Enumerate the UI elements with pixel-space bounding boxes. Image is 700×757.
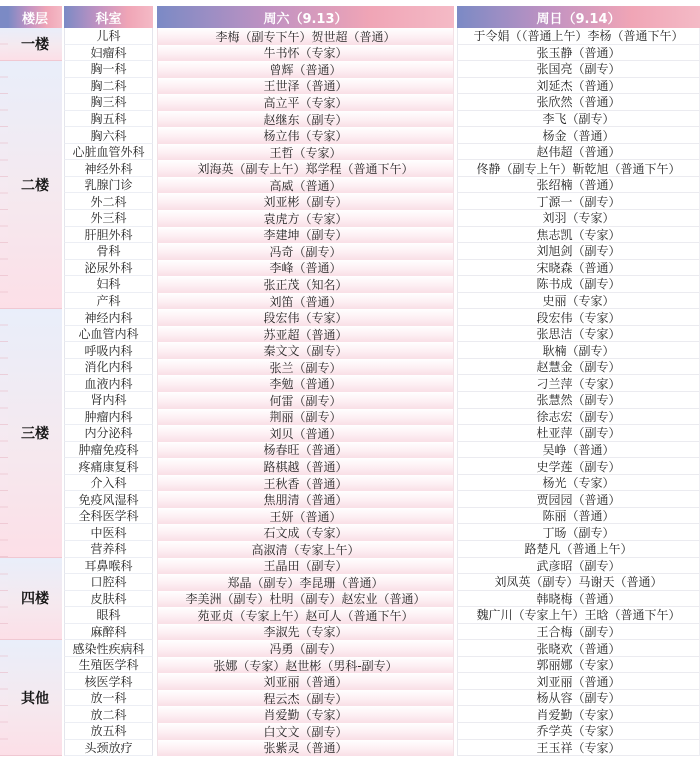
saturday-cell: 牛书怀（专家） [157, 45, 454, 62]
sunday-cell: 吴峥（普通） [457, 442, 700, 459]
sunday-cell: 杨光（专家） [457, 475, 700, 492]
floor-label: 四楼 [8, 558, 62, 641]
sunday-cell: 赵伟超（普通） [457, 144, 700, 161]
dept-cell: 产科 [64, 293, 153, 310]
sunday-cell: 丁源一（副专） [457, 193, 700, 210]
dept-cell: 肾内科 [64, 392, 153, 409]
dept-cell: 外二科 [64, 193, 153, 210]
dept-cell: 内分泌科 [64, 425, 153, 442]
left-strip-segment [0, 28, 8, 61]
sunday-cell: 段宏伟（专家） [457, 309, 700, 326]
dept-cell: 心脏血管外科 [64, 144, 153, 161]
sunday-cell: 耿楠（副专） [457, 342, 700, 359]
left-strip-segment [0, 309, 8, 557]
dept-cell: 眼科 [64, 607, 153, 624]
schedule-table [0, 6, 700, 756]
saturday-cell: 曾辉（普通） [157, 61, 454, 78]
saturday-cell: 李建坤（副专） [157, 227, 454, 244]
dept-cell: 外三科 [64, 210, 153, 227]
dept-cell: 营养科 [64, 541, 153, 558]
saturday-cell: 赵继东（副专） [157, 111, 454, 128]
header-strip [0, 6, 8, 28]
dept-cell: 神经内科 [64, 309, 153, 326]
sunday-cell: 杨从容（副专） [457, 690, 700, 707]
sunday-cell: 佟静（副专上午）靳乾旭（普通下午） [457, 160, 700, 177]
dept-cell: 头颈放疗 [64, 740, 153, 757]
saturday-cell: 刘贝（普通） [157, 425, 454, 442]
sunday-cell: 徐志宏（副专） [457, 409, 700, 426]
dept-cell: 麻醉科 [64, 624, 153, 641]
dept-cell: 介入科 [64, 475, 153, 492]
dept-cell: 胸三科 [64, 94, 153, 111]
saturday-cell: 焦朋清（普通） [157, 491, 454, 508]
sunday-cell: 于令娟（（普通上午）李杨（普通下午） [457, 28, 700, 45]
sunday-cell: 史丽（专家） [457, 293, 700, 310]
floor-label: 一楼 [8, 28, 62, 61]
sunday-cell: 杨金（普通） [457, 127, 700, 144]
saturday-cell: 李勉（普通） [157, 375, 454, 392]
saturday-cell: 王晶田（副专） [157, 558, 454, 575]
sunday-cell: 刘旭剑（副专） [457, 243, 700, 260]
saturday-cell: 段宏伟（专家） [157, 309, 454, 326]
dept-cell: 疼痛康复科 [64, 458, 153, 475]
saturday-cell: 冯奇（副专） [157, 243, 454, 260]
saturday-cell: 荆丽（副专） [157, 409, 454, 426]
dept-cell: 免疫风湿科 [64, 491, 153, 508]
sunday-cell: 刘亚丽（普通） [457, 673, 700, 690]
sunday-cell: 贾园园（普通） [457, 491, 700, 508]
left-strip-segment [0, 61, 8, 309]
sunday-cell: 张欣然（普通） [457, 94, 700, 111]
saturday-cell: 张紫灵（普通） [157, 740, 454, 757]
saturday-cell: 高淑清（专家上午） [157, 541, 454, 558]
saturday-cell: 张兰（副专） [157, 359, 454, 376]
floor-label: 二楼 [8, 61, 62, 309]
saturday-cell: 李淑先（专家） [157, 624, 454, 641]
dept-cell: 放五科 [64, 723, 153, 740]
dept-cell: 肿瘤内科 [64, 409, 153, 426]
header-sunday: 周日（9.14） [457, 6, 700, 28]
saturday-cell: 杨春旺（普通） [157, 442, 454, 459]
saturday-cell: 李梅（副专下午）贺世超（普通） [157, 28, 454, 45]
sunday-cell: 郭丽娜（专家） [457, 657, 700, 674]
saturday-cell: 王世泽（普通） [157, 78, 454, 95]
sunday-cell: 肖爱勤（专家） [457, 706, 700, 723]
floor-label: 三楼 [8, 309, 62, 557]
dept-cell: 放一科 [64, 690, 153, 707]
saturday-cell: 王妍（普通） [157, 508, 454, 525]
sunday-cell: 王玉祥（专家） [457, 740, 700, 757]
sunday-cell: 史学莲（副专） [457, 458, 700, 475]
sunday-cell: 魏广川（专家上午）王晗（普通下午） [457, 607, 700, 624]
dept-cell: 神经外科 [64, 160, 153, 177]
sunday-cell: 张晓欢（普通） [457, 640, 700, 657]
saturday-cell: 苑亚贞（专家上午）赵可人（普通下午） [157, 607, 454, 624]
saturday-cell: 刘笛（普通） [157, 293, 454, 310]
dept-cell: 感染性疾病科 [64, 640, 153, 657]
saturday-cell: 白文文（副专） [157, 723, 454, 740]
saturday-cell: 肖爱勤（专家） [157, 706, 454, 723]
sunday-cell: 刁兰萍（专家） [457, 375, 700, 392]
saturday-cell: 石文成（专家） [157, 524, 454, 541]
saturday-cell: 杨立伟（专家） [157, 127, 454, 144]
saturday-cell: 何雷（副专） [157, 392, 454, 409]
dept-cell: 血液内科 [64, 375, 153, 392]
dept-cell: 中医科 [64, 524, 153, 541]
dept-cell: 心血管内科 [64, 326, 153, 343]
sunday-cell: 韩晓梅（普通） [457, 591, 700, 608]
saturday-cell: 程云杰（副专） [157, 690, 454, 707]
saturday-cell: 秦文文（副专） [157, 342, 454, 359]
saturday-cell: 王秋香（普通） [157, 475, 454, 492]
sunday-cell: 武彦昭（副专） [457, 558, 700, 575]
saturday-cell: 张正茂（知名） [157, 276, 454, 293]
sunday-cell: 赵慧金（副专） [457, 359, 700, 376]
dept-cell: 妇瘤科 [64, 45, 153, 62]
left-strip-segment [0, 640, 8, 756]
dept-cell: 皮肤科 [64, 591, 153, 608]
dept-cell: 骨科 [64, 243, 153, 260]
sunday-cell: 张慧然（副专） [457, 392, 700, 409]
saturday-cell: 高立平（专家） [157, 94, 454, 111]
saturday-cell: 刘亚彬（副专） [157, 193, 454, 210]
dept-cell: 呼吸内科 [64, 342, 153, 359]
dept-cell: 乳腺门诊 [64, 177, 153, 194]
header-dept: 科室 [64, 6, 153, 28]
dept-cell: 胸五科 [64, 111, 153, 128]
dept-cell: 核医学科 [64, 673, 153, 690]
dept-cell: 生殖医学科 [64, 657, 153, 674]
sunday-cell: 张国亮（副专） [457, 61, 700, 78]
saturday-cell: 郑晶（副专）李昆珊（普通） [157, 574, 454, 591]
sunday-cell: 陈丽（普通） [457, 508, 700, 525]
left-strip-segment [0, 558, 8, 641]
dept-cell: 儿科 [64, 28, 153, 45]
saturday-cell: 王哲（专家） [157, 144, 454, 161]
header-floor: 楼层 [8, 6, 62, 28]
saturday-cell: 刘海英（副专上午）郑学程（普通下午） [157, 160, 454, 177]
sunday-cell: 刘延杰（普通） [457, 78, 700, 95]
dept-cell: 肿瘤免疫科 [64, 442, 153, 459]
saturday-cell: 高威（普通） [157, 177, 454, 194]
saturday-cell: 李峰（普通） [157, 260, 454, 277]
dept-cell: 泌尿外科 [64, 260, 153, 277]
sunday-cell: 陈书成（副专） [457, 276, 700, 293]
sunday-cell: 刘羽（专家） [457, 210, 700, 227]
saturday-cell: 张娜（专家）赵世彬（男科-副专） [157, 657, 454, 674]
header-saturday: 周六（9.13） [157, 6, 454, 28]
sunday-cell: 乔学英（专家） [457, 723, 700, 740]
dept-cell: 胸六科 [64, 127, 153, 144]
saturday-cell: 刘亚丽（普通） [157, 673, 454, 690]
sunday-cell: 焦志凯（专家） [457, 227, 700, 244]
dept-cell: 消化内科 [64, 359, 153, 376]
dept-cell: 放二科 [64, 706, 153, 723]
sunday-cell: 刘凤英（副专）马谢天（普通） [457, 574, 700, 591]
sunday-cell: 张思洁（专家） [457, 326, 700, 343]
saturday-cell: 苏亚超（普通） [157, 326, 454, 343]
dept-cell: 胸一科 [64, 61, 153, 78]
sunday-cell: 张玉静（普通） [457, 45, 700, 62]
dept-cell: 全科医学科 [64, 508, 153, 525]
saturday-cell: 路棋越（普通） [157, 458, 454, 475]
sunday-cell: 路楚凡（普通上午） [457, 541, 700, 558]
dept-cell: 耳鼻喉科 [64, 558, 153, 575]
sunday-cell: 王合梅（副专） [457, 624, 700, 641]
floor-label: 其他 [8, 640, 62, 756]
saturday-cell: 冯勇（副专） [157, 640, 454, 657]
dept-cell: 妇科 [64, 276, 153, 293]
sunday-cell: 李飞（副专） [457, 111, 700, 128]
sunday-cell: 丁旸（副专） [457, 524, 700, 541]
dept-cell: 胸二科 [64, 78, 153, 95]
saturday-cell: 李美洲（副专）杜明（副专）赵宏业（普通） [157, 591, 454, 608]
sunday-cell: 张绍楠（普通） [457, 177, 700, 194]
dept-cell: 口腔科 [64, 574, 153, 591]
sunday-cell: 宋晓森（普通） [457, 260, 700, 277]
sunday-cell: 杜亚萍（副专） [457, 425, 700, 442]
dept-cell: 肝胆外科 [64, 227, 153, 244]
saturday-cell: 袁虎方（专家） [157, 210, 454, 227]
